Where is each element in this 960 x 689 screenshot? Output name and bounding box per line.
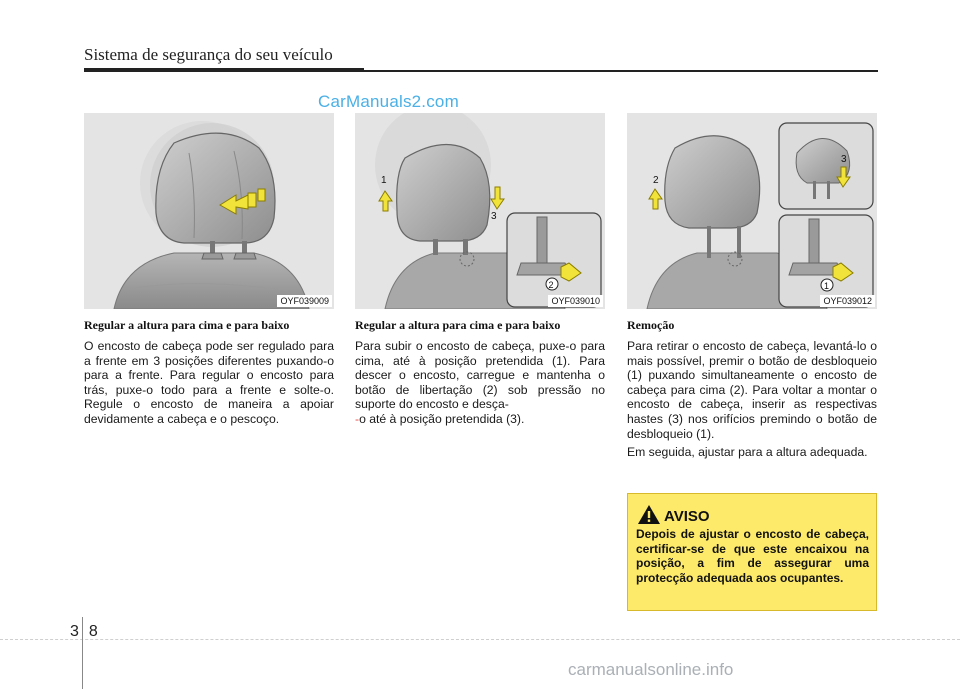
column-height-adjust (355, 318, 605, 431)
warning-title: AVISO (664, 508, 710, 525)
headrest-height-illustration (355, 113, 605, 309)
column-body (84, 339, 334, 427)
figure-headrest-removal (627, 113, 877, 309)
column-forward-adjust (84, 318, 334, 431)
page-number: 38 (70, 623, 108, 640)
figure-headrest-forward (84, 113, 334, 309)
headrest-forward-illustration (84, 113, 334, 309)
warning-text: Depois de ajustar o encosto de cabeça, certificar-se de que este encaixou na posição, a fim de assegurar uma protecção adequada aos ocupantes. (636, 527, 869, 585)
column-body (627, 339, 877, 460)
paragraph (355, 339, 605, 427)
watermark-bottom: carmanualsonline.info (568, 660, 734, 679)
callout-2: 2 (548, 280, 554, 290)
paragraph: O encosto de cabeça pode ser regulado para a frente em 3 posições diferentes puxando-o para a frente. Para regular o encosto para trás, puxe-o todo para a frente e solte-o. Regule o encosto de maneira a apoiar devidamente a cabeça e o pescoço. (84, 339, 334, 426)
callout-3: 3 (491, 211, 497, 222)
paragraph-tail: o até à posição pretendida (3). (359, 411, 525, 426)
column-body (355, 339, 605, 427)
column-removal (627, 318, 877, 464)
callout-3: 3 (841, 154, 847, 165)
paragraph: Em seguida, ajustar para a altura adequada. (627, 445, 868, 460)
warning-triangle-icon (637, 504, 661, 525)
hyphen-mark: - (355, 411, 360, 426)
warning-box (627, 493, 877, 611)
callout-1: 1 (381, 175, 387, 186)
column-title: Remoção (627, 318, 675, 332)
figure-code: OYF039009 (277, 295, 332, 307)
figure-code: OYF039010 (548, 295, 603, 307)
header-rule-thick (84, 68, 364, 72)
section-header-title: Sistema de segurança do seu veículo (84, 45, 333, 64)
paragraph: Para retirar o encosto de cabeça, levantá-lo o mais possível, premir o botão de desbloqueio (1) puxando simultaneamente o encosto de cabeça para cima (2). Para voltar a montar o encosto de cabeça, inserir as respectivas hastes (3) nos orifícios premindo o botão de desbloqueio (1). (627, 339, 877, 441)
callout-2: 2 (653, 175, 659, 186)
header-rule-thin (364, 70, 878, 72)
column-title: Regular a altura para cima e para baixo (355, 318, 561, 332)
callout-1: 1 (824, 281, 830, 291)
headrest-removal-illustration (627, 113, 877, 309)
column-title: Regular a altura para cima e para baixo (84, 318, 290, 332)
figure-code: OYF039012 (820, 295, 875, 307)
figure-headrest-height (355, 113, 605, 309)
watermark-top: CarManuals2.com (318, 92, 459, 111)
footer-dashed-rule (0, 639, 960, 641)
paragraph-main: Para subir o encosto de cabeça, puxe-o para cima, até à posição pretendida (1). Para descer o encosto, carregue e mantenha o botão de libertação (2) sob pressão no suporte do encosto e desça- (355, 339, 605, 412)
